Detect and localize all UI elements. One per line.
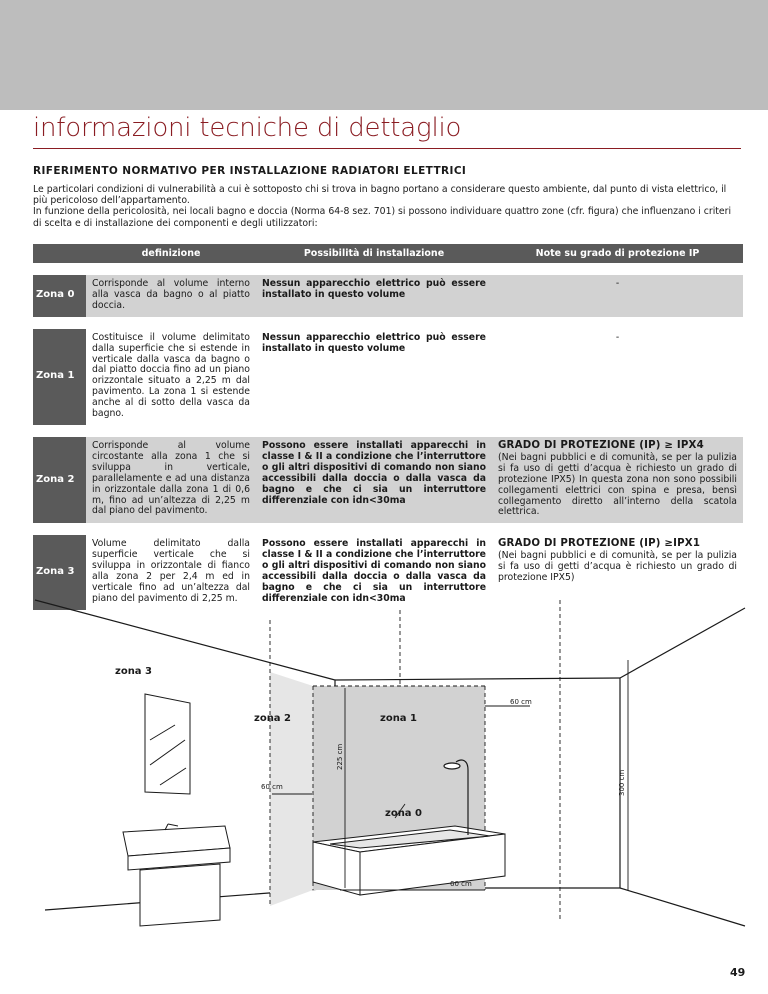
header-ip-notes: Note su grado di protezione IP: [492, 244, 743, 263]
zone-installation: Possono essere installati apparecchi in classe I & II a condizione che l’interruttore o gli altri dispositivi di comando non siano accessibili dalla doccia o dalla vasca da bagno e che ci sia un interruttore differenziale con idn<30ma: [256, 437, 492, 523]
zones-table: [33, 244, 743, 610]
table-row: [33, 275, 743, 317]
dim-60-bottom: 60 cm: [450, 880, 472, 888]
dim-300: 300 cm: [618, 769, 626, 796]
intro-text: [33, 184, 741, 229]
zona-0-label: zona 0: [385, 808, 422, 819]
zone-definition-text: Costituisce il volume delimitato dalla superficie che si estende in verticale dalla vasca da bagno o dal piatto doccia fino ad un piano orizzontale situato a 2,25 m dal pavimento.: [92, 331, 250, 398]
zone-definition: [86, 329, 256, 425]
ip-grade-note: (Nei bagni pubblici e di comunità, se per la pulizia si fa uso di getti d’acqua è richiesto un grado di protezione IPX5): [498, 451, 737, 485]
zone-installation: Nessun apparecchio elettrico può essere installato in questo volume: [256, 275, 492, 317]
intro-paragraph-1: Le particolari condizioni di vulnerabilità a cui è sottoposto chi si trova in bagno portano a considerare questo ambiente, dal punto di vista elettrico, il più pericoloso dell’appartamento.: [33, 184, 727, 207]
page-title: informazioni tecniche di dettaglio: [33, 113, 462, 143]
ip-grade-note: (Nei bagni pubblici e di comunità, se per la pulizia si fa uso di getti d’acqua è richiesto un grado di protezione IPX5): [498, 550, 737, 584]
header-installation: Possibilità di installazione: [256, 244, 492, 263]
zone-note: -: [492, 329, 743, 425]
zone-label: Zona 0: [33, 275, 86, 317]
dim-225: 225 cm: [336, 743, 344, 770]
zone-note: [492, 437, 743, 523]
ip-grade-heading: GRADO DI PROTEZIONE (IP) ≥IPX1: [498, 538, 701, 550]
header-definition: definizione: [86, 244, 256, 263]
dim-60-top: 60 cm: [510, 698, 532, 706]
zone-definition: Volume delimitato dalla superficie verticale che si sviluppa in orizzontale di fianco alla zona 2 per 2,4 m ed in verticale fino ad un’altezza dal piano del pavimento di 2,25 m.: [86, 535, 256, 609]
zone-definition: Corrisponde al volume interno alla vasca da bagno o al piatto doccia.: [86, 275, 256, 317]
zone-note: -: [492, 275, 743, 317]
zone-definition-extra: La zona 1 si estende anche al di sotto della vasca da bagno.: [92, 386, 250, 420]
bathroom-zones-diagram: [0, 590, 768, 930]
zone-installation: Possono essere installati apparecchi in classe I & II a condizione che l’interruttore o gli altri dispositivi di comando non siano accessibili dalla doccia o dalla vasca da bagno e che ci sia un interruttore differenziale con idn<30ma: [256, 535, 492, 609]
dim-60-left: 60 cm: [261, 783, 283, 791]
mirror: [145, 694, 190, 794]
table-row: [33, 437, 743, 523]
sink-cabinet: [123, 824, 230, 926]
zone-installation: Nessun apparecchio elettrico può essere installato in questo volume: [256, 329, 492, 425]
page-number: 49: [730, 966, 746, 979]
table-header-row: [33, 244, 743, 263]
header-zone-blank: [33, 244, 86, 263]
ip-grade-heading: GRADO DI PROTEZIONE (IP) ≥ IPX4: [498, 439, 704, 451]
section-heading: RIFERIMENTO NORMATIVO PER INSTALLAZIONE RADIATORI ELETTRICI: [33, 165, 467, 177]
zona-3-label: zona 3: [115, 666, 152, 677]
zone-label: Zona 2: [33, 437, 86, 523]
zone-label: Zona 1: [33, 329, 86, 425]
zone-definition: Corrisponde al volume circostante alla zona 1 che si sviluppa in verticale, parallelamente e ad una distanza in orizzontale dalla zona 1 di 0,6 m, fino ad un’altezza di 2,25 m dal piano del pavimento.: [86, 437, 256, 523]
intro-paragraph-2: In funzione della pericolosità, nei locali bagno e doccia (Norma 64-8 sez. 701) si possono individuare quattro zone (cfr. figura) che influenzano i criteri di scelta e di installazione dei componenti e degli utilizzatori:: [33, 206, 732, 229]
ip-grade-extra: In questa zona non sono possibili collegamenti elettrici con spina e presa, bensì collegamento diretto all’interno della scatola elettrica.: [498, 473, 737, 518]
table-row: [33, 329, 743, 425]
title-rule: [33, 148, 741, 149]
header-band: [0, 0, 768, 110]
zona-1-label: zona 1: [380, 713, 417, 724]
zone-label: Zona 3: [33, 535, 86, 609]
zona-2-label: zona 2: [254, 713, 291, 724]
